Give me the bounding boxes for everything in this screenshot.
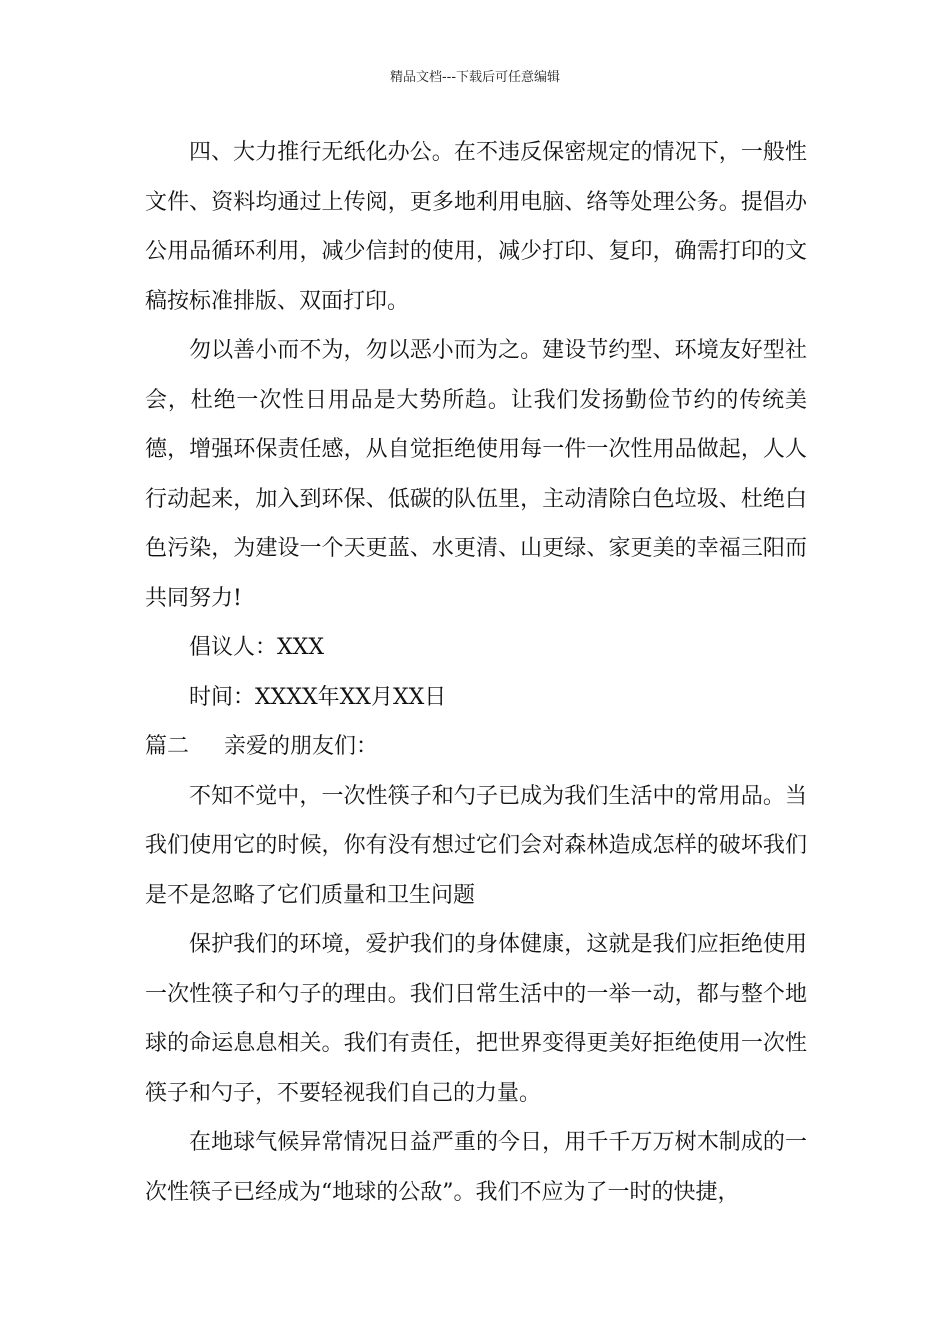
- paragraph-chopsticks-intro: 不知不觉中，一次性筷子和勺子已成为我们生活中的常用品。当我们使用它的时候，你有没有想过它们会对森林造成怎样的破坏我们是不是忽略了它们质量和卫生问题: [145, 783, 807, 908]
- greeting: 亲爱的朋友们：: [224, 734, 379, 759]
- paragraph-paperless-office: 四、大力推行无纸化办公。在不违反保密规定的情况下，一般性文件、资料均通过上传阅，更多地利用电脑、络等处理公务。提倡办公用品循环利用，减少信封的使用，减少打印、复印，确需打印的文稿按标准排版、双面打印。: [145, 140, 807, 314]
- page-header: 精品文档---下载后可任意编辑: [389, 70, 561, 85]
- date-line: 时间：XXXX年XX月XX日: [189, 684, 447, 710]
- initiator-line: 倡议人：XXX: [189, 635, 324, 660]
- section-heading: [145, 722, 807, 772]
- paragraph-protect-environment: 保护我们的环境，爱护我们的身体健康，这就是我们应拒绝使用一次性筷子和勺子的理由。我们日常生活中的一举一动，都与整个地球的命运息息相关。我们有责任，把世界变得更美好拒绝使用一次性筷子和勺子，不要轻视我们自己的力量。: [145, 932, 807, 1106]
- paragraph-climate: 在地球气候异常情况日益严重的今日，用千千万万树木制成的一次性筷子已经成为“地球的公敌”。我们不应为了一时的快捷，: [145, 1130, 807, 1205]
- document-body: [145, 128, 807, 1217]
- paragraph-call-to-action: 勿以善小而不为，勿以恶小而为之。建设节约型、环境友好型社会，杜绝一次性日用品是大势所趋。让我们发扬勤俭节约的传统美德，增强环保责任感，从自觉拒绝使用每一件一次性用品做起，人人行动起来，加入到环保、低碳的队伍里，主动清除白色垃圾、杜绝白色污染，为建设一个天更蓝、水更清、山更绿、家更美的幸福三阳而共同努力!: [145, 338, 807, 611]
- section-label: 篇二: [145, 734, 190, 759]
